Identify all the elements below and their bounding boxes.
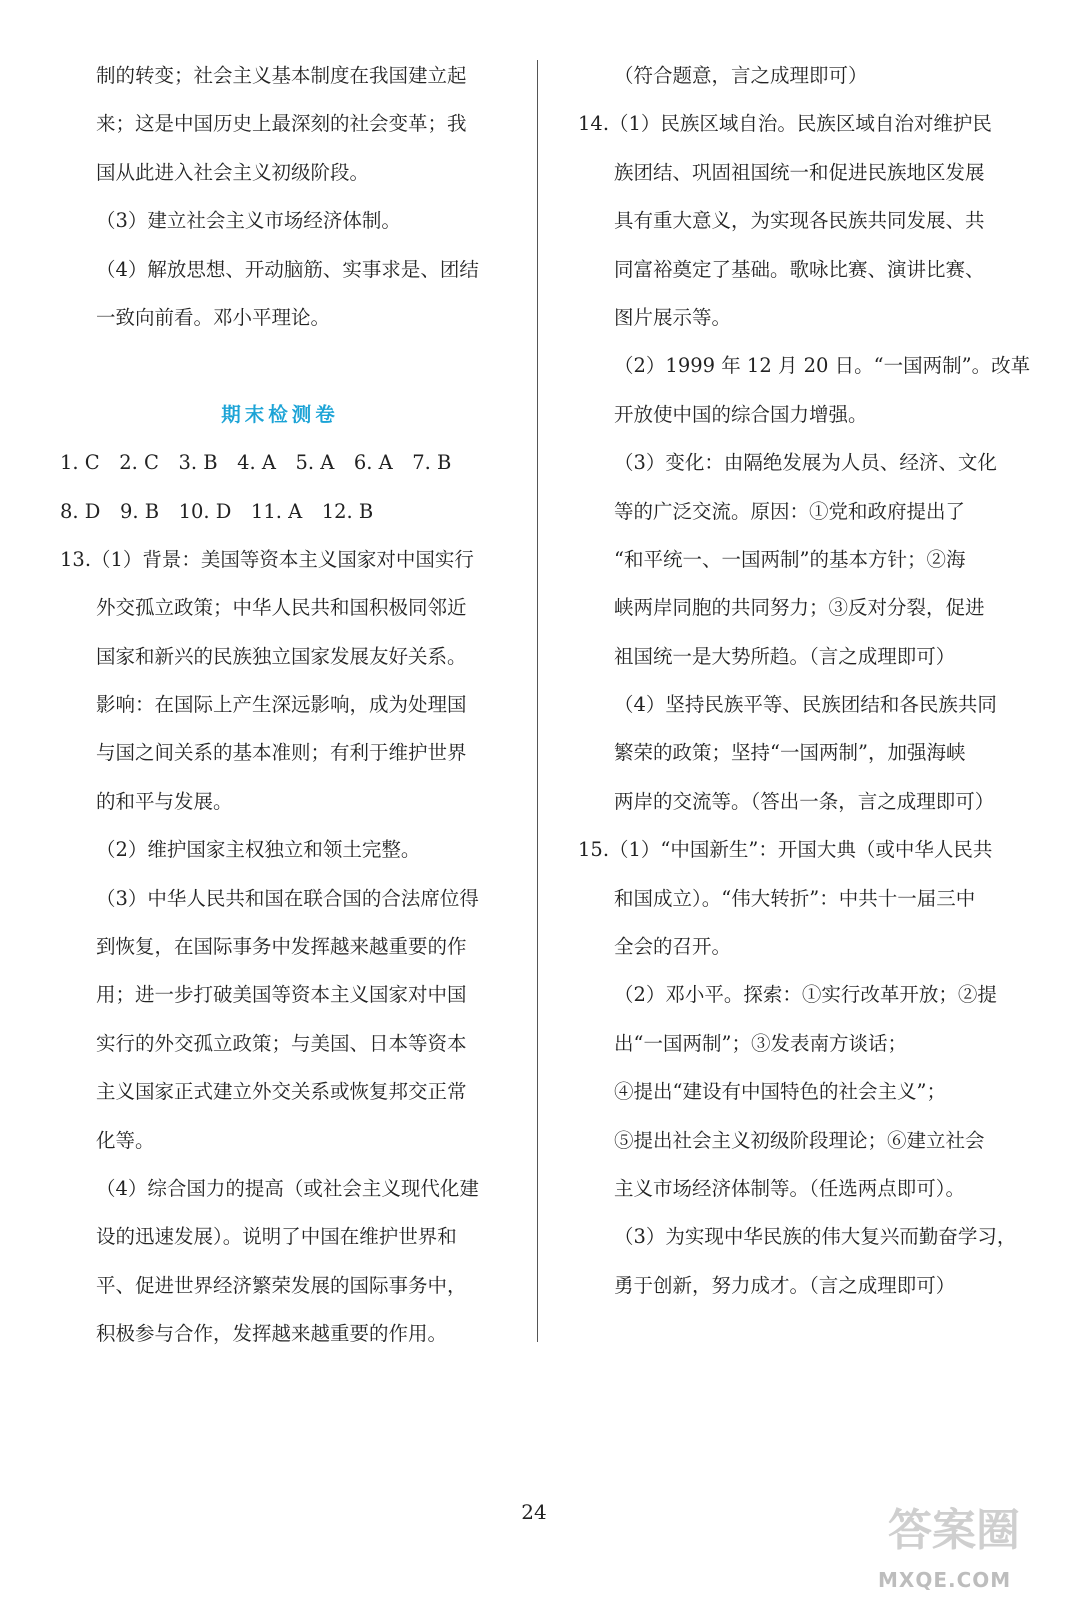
text-line: 来；这是中国历史上最深刻的社会变革；我 — [96, 112, 467, 136]
text-line: 同富裕奠定了基础。歌咏比赛、演讲比赛、 — [614, 257, 985, 281]
watermark-logo — [878, 1492, 1058, 1592]
answer-line: 1. C 2. C 3. B 4. A 5. A 6. A 7. B — [60, 451, 452, 475]
text-line: （2）邓小平。探索：①实行改革开放；②提 — [614, 983, 997, 1007]
text-line: （4）坚持民族平等、民族团结和各民族共同 — [614, 693, 997, 717]
text-line: 设的迅速发展）。说明了中国在维护世界和 — [96, 1225, 457, 1249]
text-line: 等的广泛交流。原因：①党和政府提出了 — [614, 499, 966, 523]
question-13-line: 13.（1）背景：美国等资本主义国家对中国实行 — [60, 547, 474, 571]
text-line: 峡两岸同胞的共同努力；③反对分裂，促进 — [614, 596, 985, 620]
text-line: ⑤提出社会主义初级阶段理论；⑥建立社会 — [614, 1128, 985, 1152]
text-line: 实行的外交孤立政策；与美国、日本等资本 — [96, 1031, 467, 1055]
text-line: 平、促进世界经济繁荣发展的国际事务中， — [96, 1273, 467, 1297]
text-line: 图片展示等。 — [614, 305, 732, 329]
text-line: 全会的召开。 — [614, 935, 732, 959]
text-line: 制的转变；社会主义基本制度在我国建立起 — [96, 64, 467, 87]
text-line: 到恢复，在国际事务中发挥越来越重要的作 — [96, 935, 467, 959]
text-line: 主义国家正式建立外交关系或恢复邦交正常 — [96, 1080, 467, 1104]
text-line: 与国之间关系的基本准则；有利于维护世界 — [96, 741, 467, 765]
text-line: 用；进一步打破美国等资本主义国家对中国 — [96, 983, 467, 1007]
text-line: 一致向前看。邓小平理论。 — [96, 305, 331, 329]
text-line: （2）维护国家主权独立和领土完整。 — [96, 838, 421, 862]
section-title: 期末检测卷 — [221, 402, 339, 426]
right-column — [578, 52, 1031, 1310]
text-line: （4）解放思想、开动脑筋、实事求是、团结 — [96, 257, 479, 281]
text-line: ④提出“建设有中国特色的社会主义”； — [614, 1080, 946, 1104]
watermark-en: MXQE.COM — [878, 1568, 1012, 1592]
answer-line: 8. D 9. B 10. D 11. A 12. B — [60, 499, 374, 523]
text-line: 繁荣的政策；坚持“一国两制”，加强海峡 — [614, 741, 966, 765]
text-line: 化等。 — [96, 1128, 155, 1152]
text-line: 的和平与发展。 — [96, 789, 233, 813]
text-line: （3）建立社会主义市场经济体制。 — [96, 209, 401, 233]
text-line: 出“一国两制”；③发表南方谈话； — [614, 1031, 907, 1055]
text-line: （2）1999 年 12 月 20 日。“一国两制”。改革 — [614, 354, 1031, 378]
text-line: 祖国统一是大势所趋。（言之成理即可） — [614, 644, 956, 668]
question-15-line: 15.（1）“中国新生”：开国大典（或中华人民共 — [578, 838, 993, 862]
text-line: 积极参与合作，发挥越来越重要的作用。 — [96, 1322, 448, 1346]
watermark-cn: 答案圈 — [888, 1505, 1020, 1556]
text-line: （4）综合国力的提高（或社会主义现代化建 — [96, 1176, 479, 1200]
text-line: （3）变化：由隔绝发展为人员、经济、文化 — [614, 451, 997, 475]
text-line: 外交孤立政策；中华人民共和国积极同邻近 — [96, 596, 467, 620]
text-line: 具有重大意义，为实现各民族共同发展、共 — [614, 209, 985, 233]
text-line: 影响：在国际上产生深远影响，成为处理国 — [96, 693, 467, 717]
text-line: 勇于创新，努力成才。（言之成理即可） — [614, 1273, 956, 1297]
text-line: 两岸的交流等。（答出一条，言之成理即可） — [614, 789, 995, 813]
left-column — [60, 52, 500, 1359]
text-line: 国家和新兴的民族独立国家发展友好关系。 — [96, 644, 467, 668]
text-line: （3）中华人民共和国在联合国的合法席位得 — [96, 886, 479, 910]
page-number: 24 — [521, 1500, 547, 1524]
text-line: （符合题意，言之成理即可） — [614, 64, 868, 87]
text-line: 族团结、巩固祖国统一和促进民族地区发展 — [614, 160, 985, 184]
column-divider — [537, 60, 538, 1342]
text-line: （3）为实现中华民族的伟大复兴而勤奋学习， — [614, 1225, 1017, 1249]
question-14-line: 14.（1）民族区域自治。民族区域自治对维护民 — [578, 112, 992, 136]
text-line: 主义市场经济体制等。（任选两点即可）。 — [614, 1176, 966, 1200]
text-line: 和国成立）。“伟大转折”：中共十一届三中 — [614, 886, 976, 910]
text-line: 开放使中国的综合国力增强。 — [614, 402, 868, 426]
text-line: 国从此进入社会主义初级阶段。 — [96, 160, 370, 184]
text-line: “和平统一、一国两制”的基本方针；②海 — [614, 547, 966, 571]
